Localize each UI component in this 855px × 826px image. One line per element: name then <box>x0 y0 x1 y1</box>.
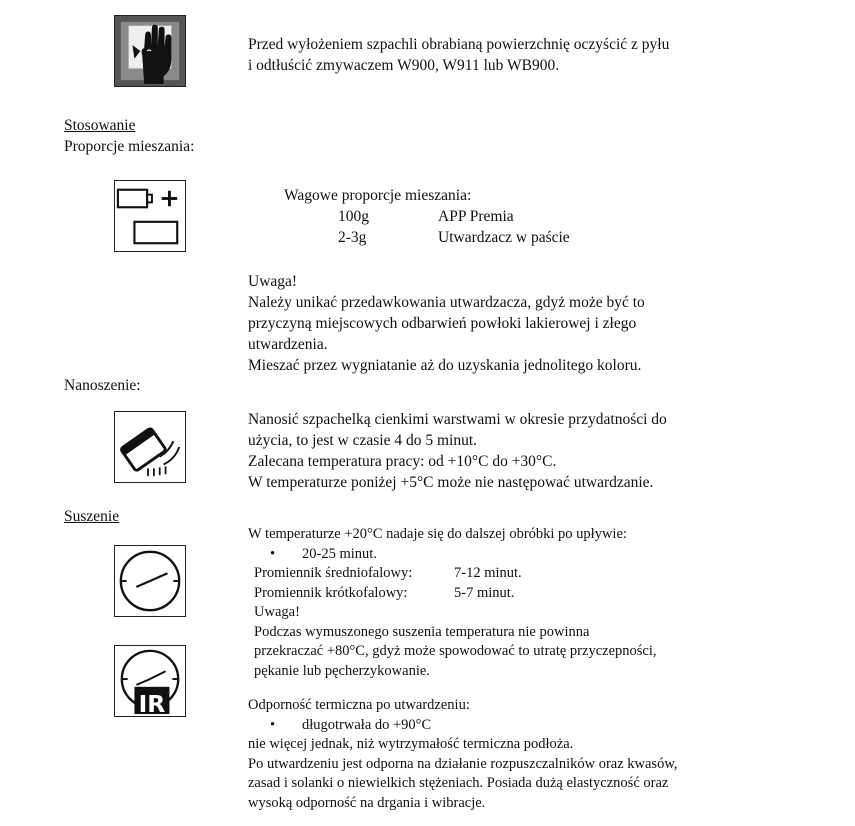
drying-intro: W temperaturze +20°C nadaje się do dalszej obróbki po upływie: <box>248 526 627 542</box>
thermal-block: Odporność termiczna po utwardzeniu: • długotrwała do +90°C nie więcej jednak, niż wytrzymałość termiczna podłoża. Po utwardzeniu jest odporna na działanie rozpuszczalników oraz kwasów, zasad i solanki o niewielkich stężeniach. Posiada dużą elastyczność oraz wysoką odporność na drgania i wibracje. <box>248 696 677 813</box>
mix-heading: Wagowe proporcje mieszania: <box>284 187 472 204</box>
spatula-apply-icon <box>114 411 186 483</box>
drying-row-2-value: 5-7 minut. <box>454 584 515 601</box>
label-proporcje: Proporcje mieszania: <box>64 138 195 155</box>
drying-block: W temperaturze +20°C nadaje się do dalszej obróbki po upływie: • 20-25 minut. Promiennik średniofalowy: 7-12 minut. Promiennik krótkofalowy: 5-7 minut. Uwaga! Podczas wymuszonego suszenia temperatura nie powinna przekraczać +80°C, gdyż może spowodować to utratę przyczepności, pękanie lub pęcherzykowanie. <box>248 525 657 681</box>
ir-label: IR <box>138 690 166 716</box>
mix-row-1-component: APP Premia <box>438 208 514 225</box>
intro-text: Przed wyłożeniem szpachli obrabianą powierzchnię oczyścić z pyłu i odtłuścić zmywaczem W900, W911 lub WB900. <box>248 36 670 74</box>
mix-row-1-amount: 100g <box>338 208 369 225</box>
thermal-heading: Odporność termiczna po utwardzeniu: <box>248 697 470 713</box>
label-nanoszenie: Nanoszenie: <box>64 377 141 394</box>
ir-drying-icon <box>114 645 186 717</box>
clock-icon <box>114 545 186 617</box>
hand-cleaning-icon <box>114 15 186 87</box>
mix-row-2-amount: 2-3g <box>338 229 367 246</box>
drying-bullet: • 20-25 minut. <box>248 545 657 565</box>
application-text: Nanosić szpachelką cienkimi warstwami w okresie przydatności do użycia, to jest w czasie 4 do 5 minut. Zalecana temperatura pracy: od +10°C do +30°C. W temperaturze poniżej +5°C może nie następować utwardzanie. <box>248 411 667 491</box>
drying-row-2-label: Promiennik krótkofalowy: <box>254 584 408 601</box>
warning-text: Uwaga! Należy unikać przedawkowania utwardzacza, gdyż może być to przyczyną miejscowych odbarwień powłoki lakierowej i złego utwardzenia. Mieszać przez wygniatanie aż do uzyskania jednolitego koloru. <box>248 273 645 374</box>
section-suszenie: Suszenie <box>64 508 120 525</box>
drying-row-1-label: Promiennik średniofalowy: <box>254 565 413 581</box>
section-stosowanie: Stosowanie <box>64 117 136 134</box>
thermal-bullet: • długotrwała do +90°C <box>248 716 677 736</box>
drying-row-1-value: 7-12 minut. <box>454 565 522 581</box>
mixing-ratio-icon <box>114 180 186 252</box>
mix-row-2-component: Utwardzacz w paście <box>438 229 570 246</box>
